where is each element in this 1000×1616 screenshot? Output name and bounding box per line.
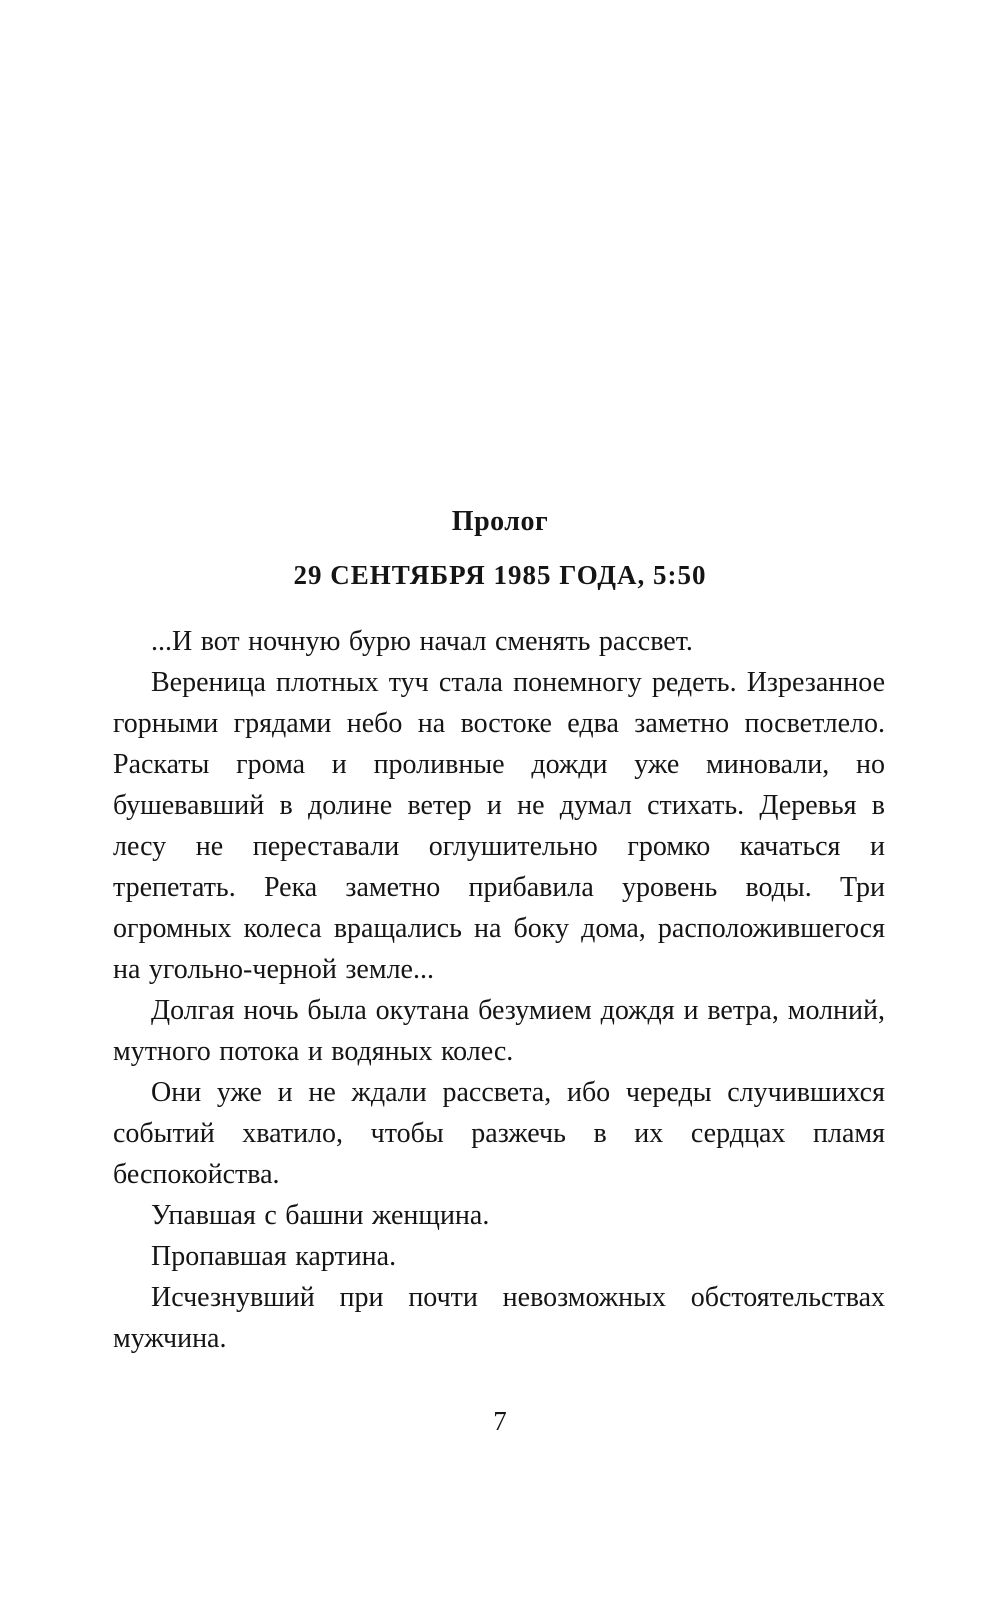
- paragraph: ...И вот ночную бурю начал сменять рассвет.: [151, 626, 693, 657]
- chapter-subtitle: 29 СЕНТЯБРЯ 1985 ГОДА, 5:50: [293, 560, 707, 590]
- paragraph: Вереница плотных туч стала понемногу редеть. Изрезанное горными грядами небо на востоке едва заметно посветлело. Раскаты грома и проливные дожди уже миновали, но бушевавший в долине ветер и не думал стихать. Деревья в лесу не переставали оглушительно громко качаться и трепетать. Река заметно прибавила уровень воды. Три огромных колеса вращались на боку дома, расположившегося на угольно-черной земле...: [113, 667, 885, 985]
- paragraph: Долгая ночь была окутана безумием дождя и ветра, молний, мутного потока и водяных колес.: [113, 995, 885, 1067]
- paragraph: Они уже и не ждали рассвета, ибо череды случившихся событий хватило, чтобы разжечь в их сердцах пламя беспокойства.: [113, 1077, 885, 1190]
- chapter-title: Пролог: [451, 506, 549, 537]
- page-number: 7: [493, 1406, 507, 1436]
- paragraph: Пропавшая картина.: [151, 1241, 397, 1272]
- chapter-body: [113, 621, 885, 1359]
- paragraph: Исчезнувший при почти невозможных обстоятельствах мужчина.: [113, 1282, 885, 1354]
- paragraph: Упавшая с башни женщина.: [151, 1200, 490, 1231]
